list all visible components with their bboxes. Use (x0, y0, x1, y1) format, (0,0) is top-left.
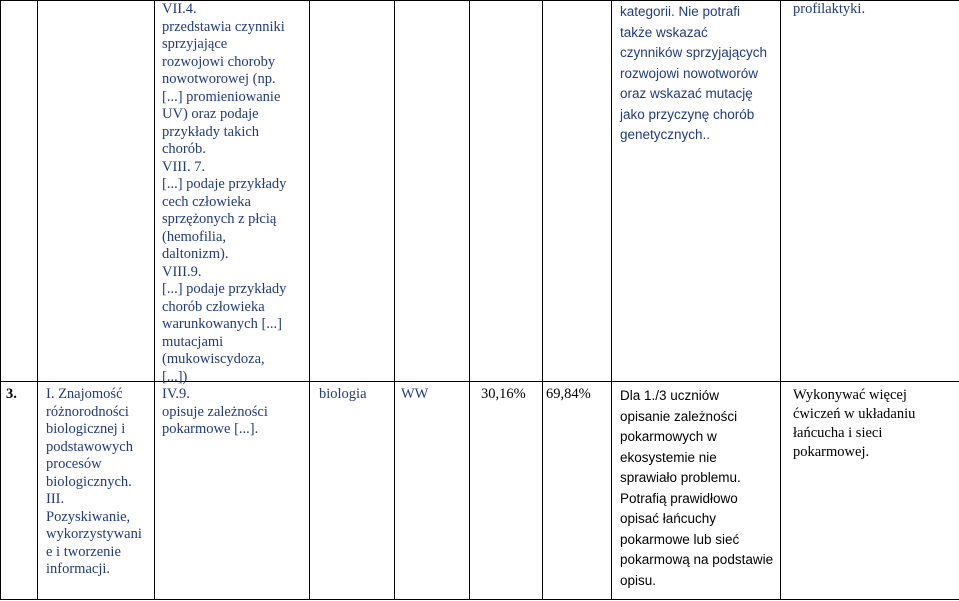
text-line: VII.4. (162, 1, 197, 17)
result-country-cell (543, 382, 612, 600)
text-line: opisu. (620, 572, 657, 588)
result-school-cell (470, 382, 543, 600)
text-line: [...]) (162, 368, 188, 385)
text-line: VIII. 7. (162, 158, 206, 175)
skills-text-top (162, 1, 286, 386)
subject-text: biologia (319, 386, 367, 402)
text-line: IV.9. (162, 386, 190, 402)
text-line: profilaktyki. (793, 1, 866, 17)
recommendation-cell-top (781, 1, 959, 382)
text-line: rozwojowi choroby (162, 53, 276, 70)
text-line: Potrafią prawidłowo (620, 490, 738, 506)
text-line: kategorii. Nie potrafi (620, 4, 741, 19)
analysis-text-top (620, 2, 767, 146)
text-line: jako przyczynę chorób (620, 106, 755, 122)
text-line: przykłady takich (162, 123, 260, 140)
text-line: sprawiało problemu. (620, 470, 741, 485)
text-line: Dla 1./3 uczniów (620, 388, 720, 403)
area-cell (38, 382, 155, 600)
recommendation-text-top (793, 1, 865, 19)
analysis-cell (612, 382, 781, 600)
text-line: procesów (46, 456, 102, 472)
text-line: I. Znajomość (46, 386, 123, 402)
text-line: opisuje zależności (162, 403, 268, 420)
result-school-text: 30,16% (481, 386, 526, 402)
text-line: podstawowych (46, 438, 133, 455)
text-line: Pozyskiwanie, (46, 508, 131, 525)
school-cell-top (395, 1, 470, 382)
analysis-text (620, 386, 773, 591)
text-line: daltonizm). (162, 246, 229, 262)
text-line: chorób. (162, 141, 206, 157)
text-line: wykorzystywani (46, 526, 142, 542)
subject-cell (310, 382, 395, 600)
skills-cell (155, 382, 310, 600)
text-line: pokarmowe [...]. (162, 421, 259, 437)
text-line: UV) oraz podaje (162, 106, 259, 122)
text-line: sprzężonych z płcią (162, 211, 277, 227)
text-line: opisanie zależności (620, 408, 738, 424)
text-line: genetycznych.. (620, 127, 711, 142)
text-line: ćwiczeń w układaniu (793, 406, 916, 422)
text-line: pokarmowych w (620, 429, 717, 444)
text-line: VIII.9. (162, 263, 202, 280)
text-line: opisać łańcuchy (620, 511, 717, 526)
recommendation-cell (781, 382, 959, 600)
text-line: biologicznej i (46, 421, 126, 437)
area-cell-top (38, 1, 155, 382)
text-line: [...] podaje przykłady (162, 176, 287, 192)
text-line: (mukowiscydoza, (162, 351, 265, 367)
skills-text (162, 386, 268, 439)
text-line: informacji. (46, 561, 111, 577)
area-text (46, 386, 142, 579)
recommendation-text (793, 386, 915, 462)
subject-cell-top (310, 1, 395, 382)
result-school-cell-top (470, 1, 543, 382)
analysis-cell-top (612, 1, 781, 382)
text-line: łańcucha i sieci (793, 425, 883, 441)
text-line: e i tworzenie (46, 543, 121, 560)
text-line: rozwojowi nowotworów (620, 65, 759, 81)
table-row-top (1, 1, 959, 382)
text-line: pokarmowe lub sieć (620, 531, 740, 547)
skills-cell-top (155, 1, 310, 385)
text-line: czynników sprzyjających (620, 45, 768, 60)
number-cell (1, 382, 38, 600)
text-line: przedstawia czynniki (162, 18, 285, 35)
text-line: oraz wskazać mutację (620, 86, 753, 101)
text-line: biologicznych. (46, 473, 132, 490)
text-line: ekosystemie nie (620, 449, 717, 465)
result-country-cell-top (543, 1, 612, 382)
text-line: różnorodności (46, 403, 129, 420)
table-row-bottom (1, 382, 959, 600)
text-line: także wskazać (620, 24, 708, 40)
text-line: [...] promieniowanie (162, 88, 281, 105)
row-number: 3. (6, 386, 17, 402)
text-line: warunkowanych [...] (162, 316, 282, 332)
school-cell (395, 382, 470, 600)
school-text: WW (401, 386, 429, 402)
text-line: pokarmowej. (793, 444, 870, 460)
text-line: [...] podaje przykłady (162, 281, 287, 297)
result-country-text: 69,84% (546, 386, 591, 402)
text-line: pokarmową na podstawie (620, 552, 774, 567)
text-line: III. (46, 491, 65, 507)
text-line: (hemofilia, (162, 228, 227, 245)
text-line: Wykonywać więcej (793, 387, 907, 403)
text-line: mutacjami (162, 333, 224, 350)
text-line: sprzyjające (162, 36, 228, 52)
text-line: chorób człowieka (162, 298, 265, 315)
text-line: nowotworowej (np. (162, 71, 276, 87)
number-cell-top (1, 1, 38, 382)
text-line: cech człowieka (162, 193, 251, 210)
